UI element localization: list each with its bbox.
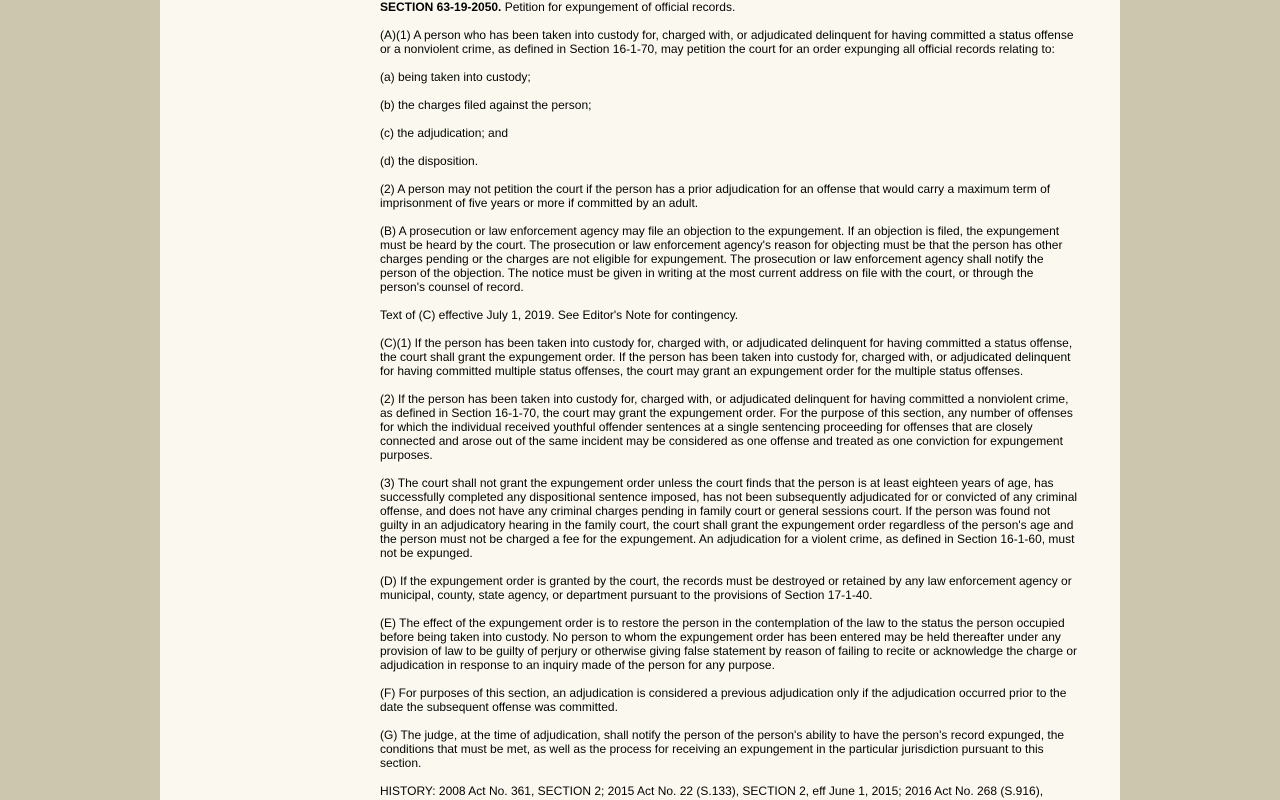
paragraph-c1: (C)(1) If the person has been taken into custody for, charged with, or adjudicated delinquent for having committed a status offense, the court shall grant the expungement order. If the person has been taken into custody for, charged with, or adjudicated delinquent for having committed multiple status offenses, the court may grant an expungement order for the multiple status offenses. (380, 336, 1073, 378)
paragraph-a1-d: (d) the disposition. (380, 154, 479, 168)
paragraph-c2: (2) If the person has been taken into custody for, charged with, or adjudicated delinquent for having committed a nonviolent crime, as defined in Section 16-1-70, the court may grant the expungement order. For the purpose of this section, any number of offenses for which the individual received youthful offender sentences at a single sentencing proceeding for offenses that are closely connected and arose out of the same incident may be considered as one offense and treated as one conviction for expungement purposes. (380, 392, 1073, 462)
paragraph-c3: (3) The court shall not grant the expungement order unless the court finds that the person is at least eighteen years of age, has successfully completed any dispositional sentence imposed, has not been subsequently adjudicated for or convicted of any criminal offense, and does not have any criminal charges pending in family court or general sessions court. If the person was found not guilty in an adjudicatory hearing in the family court, the court shall grant the expungement order regardless of the person's age and the person must not be charged a fee for the expungement. An adjudication for a violent crime, as defined in Section 16-1-60, must not be expunged. (380, 476, 1078, 560)
section-number: SECTION 63-19-2050. (380, 0, 502, 14)
paragraph-a1-a: (a) being taken into custody; (380, 70, 531, 84)
paragraph-g: (G) The judge, at the time of adjudication, shall notify the person of the person's ability to have the person's record expunged, the conditions that must be met, as well as the process for receiving an expungement in the particular jurisdiction pursuant to this section. (380, 728, 1065, 770)
section-heading (380, 0, 1080, 14)
statute-content (380, 0, 1080, 800)
paragraph-a1-c: (c) the adjudication; and (380, 126, 509, 140)
editor-note-c: Text of (C) effective July 1, 2019. See Editor's Note for contingency. (380, 308, 739, 322)
paragraph-f: (F) For purposes of this section, an adjudication is considered a previous adjudication only if the adjudication occurred prior to the date the subsequent offense was committed. (380, 686, 1067, 714)
paragraph-b: (B) A prosecution or law enforcement agency may file an objection to the expungement. If an objection is filed, the expungement must be heard by the court. The prosecution or law enforcement agency's reason for objecting must be that the person has other charges pending or the charges are not eligible for expungement. The prosecution or law enforcement agency shall notify the person of the objection. The notice must be given in writing at the most current address on file with the court, or through the person's counsel of record. (380, 224, 1063, 294)
paragraph-e: (E) The effect of the expungement order is to restore the person in the contemplation of the law to the status the person occupied before being taken into custody. No person to whom the expungement order has been entered may be held thereafter under any provision of law to be guilty of perjury or otherwise giving false statement by reason of failing to recite or acknowledge the charge or adjudication in response to an inquiry made of the person for any purpose. (380, 616, 1078, 672)
document-page (160, 0, 1120, 800)
paragraph-a2: (2) A person may not petition the court if the person has a prior adjudication for an offense that would carry a maximum term of imprisonment of five years or more if committed by an adult. (380, 182, 1051, 210)
paragraph-a1-b: (b) the charges filed against the person; (380, 98, 592, 112)
history-line: HISTORY: 2008 Act No. 361, SECTION 2; 2015 Act No. 22 (S.133), SECTION 2, eff June 1, 2015; 2016 Act No. 268 (S.916), (380, 784, 1044, 798)
paragraph-d: (D) If the expungement order is granted by the court, the records must be destroyed or retained by any law enforcement agency or municipal, county, state agency, or department pursuant to the provisions of Section 17-1-40. (380, 574, 1072, 602)
section-title: Petition for expungement of official records. (504, 0, 736, 14)
paragraph-a1: (A)(1) A person who has been taken into custody for, charged with, or adjudicated delinquent for having committed a status offense or a nonviolent crime, as defined in Section 16-1-70, may petition the court for an order expunging all official records relating to: (380, 28, 1074, 56)
